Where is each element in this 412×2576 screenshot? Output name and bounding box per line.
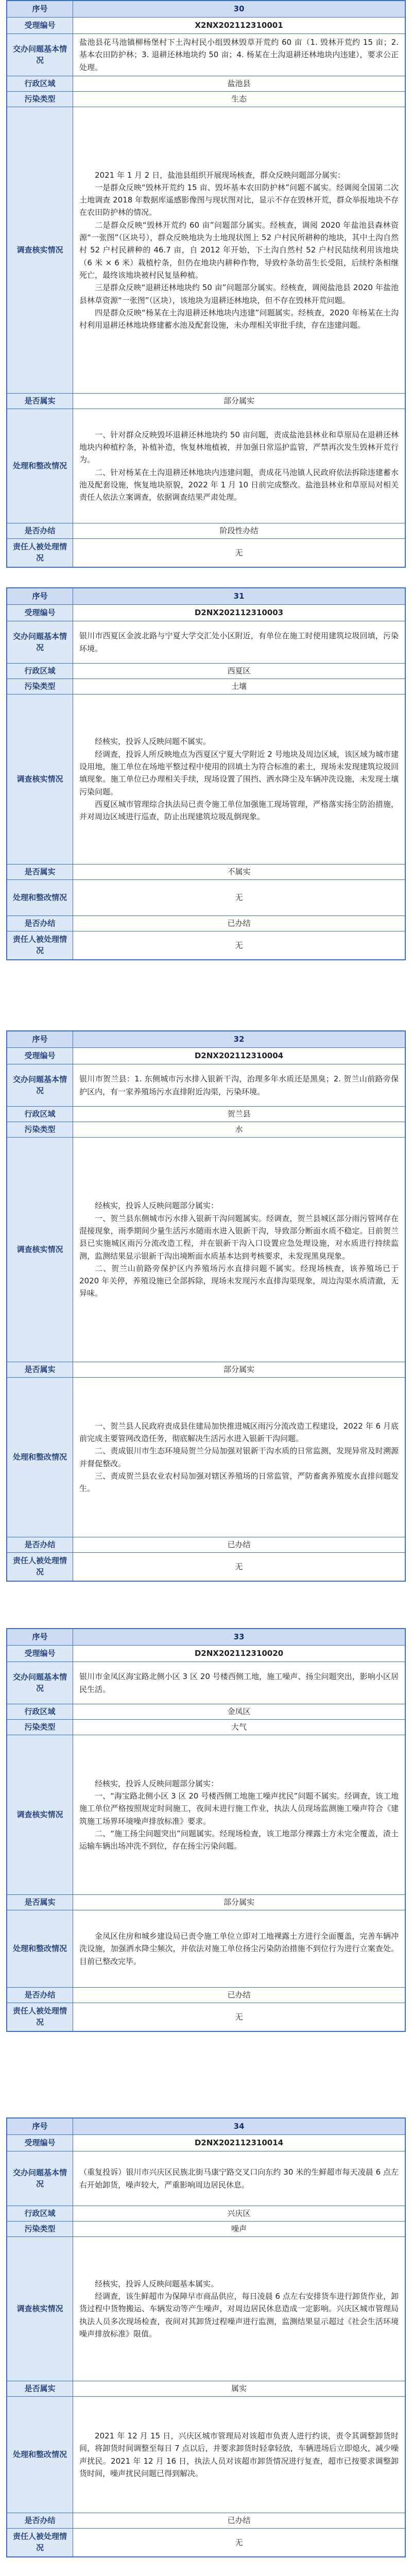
verified-value: 部分属实 — [223, 1365, 254, 1375]
closed-row — [7, 916, 405, 931]
pollution-label: 污染类型 — [7, 92, 73, 107]
issue-label: 交办问题基本情况 — [7, 2151, 73, 2206]
findings-row — [7, 1138, 405, 1362]
issue-text: 银川市金凤区海宝路北侧小区 3 区 20 号楼西侧工地，施工噪声、扬尘问题突出，影响小区居民生活。 — [79, 1672, 399, 1694]
verified-value: 部分属实 — [223, 396, 254, 406]
closed-label: 是否办结 — [7, 916, 73, 931]
id-label: 受理编号 — [7, 2135, 73, 2151]
findings-paragraph: 经核实，投诉人反映问题部分属实： — [95, 1201, 219, 1211]
findings-paragraph: 经调查，投诉人所反映地点为西夏区宁夏大学附近 2 号地块及周边区域，该区域为城市建设用地，施工单位在场地平整过程中使用的回填土为符合标准的素土，现场未发现建筑垃圾回填现象。施工单位已办理相关手续，现场设置了围挡、洒水降尘及车辆冲洗设施，未发现土壤污染问题。 — [79, 749, 399, 796]
findings-paragraph: 经核实，投诉人反映问题部分属实： — [95, 1778, 219, 1788]
verified-row — [7, 1895, 405, 1910]
issue-row — [7, 621, 405, 664]
region-value: 贺兰县 — [227, 1109, 251, 1119]
closed-row — [7, 2513, 405, 2529]
handling-row — [7, 2397, 405, 2513]
handling-paragraph: 一、针对群众反映毁坏退耕还林地块约 50 亩问题，责成盐池县林业和草原局在退耕还林地块内种植柠条，补植补造，恢复林地植被，并加强日常巡护监管，严禁再次发生毁林开荒行为。 — [79, 430, 399, 465]
issue-row — [7, 34, 405, 76]
issue-label: 交办问题基本情况 — [7, 621, 73, 663]
handling-row — [7, 1378, 405, 1537]
region-value: 盐池县 — [227, 79, 251, 89]
pollution-value: 大气 — [231, 1722, 247, 1732]
seq-label: 序号 — [7, 588, 73, 604]
verified-row — [7, 1362, 405, 1378]
findings-text — [73, 2237, 405, 2381]
findings-text — [73, 1735, 405, 1894]
id-row — [7, 605, 405, 621]
pollution-label: 污染类型 — [7, 1122, 73, 1137]
handling-text — [73, 409, 405, 523]
region-value: 金凤区 — [227, 1707, 251, 1717]
region-label: 行政区域 — [7, 1704, 73, 1719]
issue-text: 银川市西夏区金波北路与宁夏大学交汇处小区附近，有单位在施工时使用建筑垃圾回填，污染环境。 — [79, 631, 399, 653]
accountable-label: 责任人被处理情况 — [7, 931, 73, 959]
accountable-value: 无 — [235, 940, 243, 950]
record-card — [6, 0, 406, 568]
record-seq-row — [7, 588, 405, 605]
issue-text: （重复投诉）银川市兴庆区民族北街马康宁路交叉口向东约 30 米的生鲜超市每天凌晨 6 点左右开始卸货，噪声较大，严重影响周边居民休息。 — [79, 2167, 399, 2190]
seq-label: 序号 — [7, 1031, 73, 1047]
issue-row — [7, 1064, 405, 1107]
findings-row — [7, 2237, 405, 2381]
accountable-value: 无 — [235, 2012, 243, 2022]
accountable-label: 责任人被处理情况 — [7, 2529, 73, 2556]
findings-row — [7, 1735, 405, 1895]
seq-value: 30 — [73, 1, 405, 17]
pollution-value: 噪声 — [231, 2224, 247, 2234]
accountable-row — [7, 1553, 405, 1581]
closed-label: 是否办结 — [7, 523, 73, 538]
region-value: 兴庆区 — [227, 2209, 251, 2218]
id-row — [7, 2135, 405, 2151]
findings-paragraph: 一、“海宝路北侧小区 3 区 20 号楼西侧工地施工噪声扰民”问题不属实。经调查，该工地施工单位严格按照规定时间施工，夜间未进行施工作业，执法人员现场监测施工噪声符合《建筑施工场界环境噪声排放标准》要求。 — [79, 1791, 399, 1826]
seq-label: 序号 — [7, 2119, 73, 2134]
verified-value: 不属实 — [227, 867, 251, 877]
seq-label: 序号 — [7, 1, 73, 17]
pollution-row — [7, 2222, 405, 2237]
seq-label: 序号 — [7, 1629, 73, 1645]
verified-value: 部分属实 — [223, 1897, 254, 1907]
issue-label: 交办问题基本情况 — [7, 1064, 73, 1106]
record-card — [6, 587, 406, 960]
handling-text: 无 — [235, 893, 243, 903]
handling-paragraph: 一、贺兰县人民政府责成县住建局加快推进城区雨污分流改造工程建设，2022 年 6 月底前完成主要管网改造任务，彻底解决生活污水进入银新干沟问题。 — [79, 1421, 399, 1443]
issue-label: 交办问题基本情况 — [7, 1662, 73, 1704]
region-label: 行政区域 — [7, 1107, 73, 1122]
region-row — [7, 664, 405, 679]
accountable-value: 无 — [235, 1562, 243, 1571]
accountable-label: 责任人被处理情况 — [7, 539, 73, 567]
accountable-value: 无 — [235, 2537, 243, 2547]
record-card — [6, 1628, 406, 2032]
accountable-row — [7, 931, 405, 959]
closed-label: 是否办结 — [7, 1988, 73, 2003]
closed-row — [7, 523, 405, 539]
closed-value: 已办结 — [227, 2516, 251, 2526]
id-label: 受理编号 — [7, 1646, 73, 1662]
pollution-value: 水 — [235, 1125, 243, 1134]
closed-row — [7, 1537, 405, 1553]
pollution-row — [7, 92, 405, 107]
id-label: 受理编号 — [7, 18, 73, 33]
handling-row — [7, 880, 405, 916]
findings-paragraph: 西夏区城市管理综合执法局已责令施工单位加强施工现场管理，严格落实扬尘防治措施，并对周边区域进行巡查，防止出现建筑垃圾乱倒现象。 — [79, 799, 399, 822]
handling-text — [73, 1378, 405, 1537]
handling-row — [7, 1910, 405, 1988]
findings-text — [73, 694, 405, 864]
findings-label: 调查核实情况 — [7, 1138, 73, 1362]
findings-row — [7, 107, 405, 394]
findings-label: 调查核实情况 — [7, 107, 73, 393]
issue-text: 银川市贺兰县：1. 东侧城市污水排入银新干沟，治理多年水质还是黑臭；2. 贺兰山前路旁保护区内，有一家养殖场污水直排附近沟渠，污染环境。 — [79, 1074, 399, 1096]
findings-paragraph: 二是群众反映“毁林开荒约 60 亩”问题部分属实。经核查，调阅 2020 年盐池县森林资源“一张图”（区块号），群众反映地块为土地现状图上 52 户村民所耕种的地块，其中土沟自然村 52 户村民耕种的 46.7 亩，自 2012 年开始，下土沟自然村 52 户村民陆续利用该地块（6 米 × 6 米）栽植柠条，但仍在地块内耕种作物，导致柠条幼苗生长受阻，后续柠条相继死亡，最终该地块被村民复垦种植。 — [79, 220, 399, 280]
findings-paragraph: 二、贺兰山前路旁保护区内养殖场污水直排问题不属实。经现场核查，该养殖场已于 2020 年关停，养殖设施已全部拆除，现场未发现污水直排沟渠现象，周边沟渠水质清澈，无异味。 — [79, 1263, 399, 1298]
findings-paragraph: 一是群众反映“毁林开荒约 15 亩、毁坏基本农田防护林”问题不属实。经调阅全国第二次土地调查 2018 年数据库遥感影像图与现状图对比，显示不存在毁林开荒，群众举报地块不存在农田防护林的情况。 — [79, 182, 399, 217]
seq-value: 33 — [73, 1629, 405, 1645]
id-label: 受理编号 — [7, 1048, 73, 1064]
id-value: D2NX202112310020 — [194, 1649, 284, 1658]
region-label: 行政区域 — [7, 664, 73, 679]
id-value: D2NX202112310004 — [194, 1051, 284, 1061]
closed-value: 已办结 — [227, 1540, 251, 1550]
record-seq-row — [7, 1629, 405, 1646]
verified-row — [7, 2381, 405, 2397]
region-label: 行政区域 — [7, 2206, 73, 2221]
handling-paragraph: 金凤区住房和城乡建设局已责令施工单位立即对工地裸露土方进行全面覆盖，完善车辆冲洗设施，加强洒水降尘频次，并依法对施工单位扬尘污染防治措施不到位行为进行立案查处。目前已整改完毕。 — [79, 1931, 399, 1966]
id-value: X2NX202112310001 — [195, 21, 283, 30]
handling-text — [73, 1910, 405, 1987]
seq-value: 32 — [73, 1031, 405, 1047]
id-row — [7, 1646, 405, 1662]
issue-row — [7, 1662, 405, 1704]
closed-label: 是否办结 — [7, 2513, 73, 2528]
id-value: D2NX202112310014 — [194, 2138, 284, 2148]
seq-value: 31 — [73, 588, 405, 604]
findings-label: 调查核实情况 — [7, 2237, 73, 2381]
findings-paragraph: 三是群众反映“退耕还林地块约 50 亩”问题部分属实。经核查，调阅盐池县 2020 年盐池县林草资源“一张图”（区块），该地块为退耕还林地块，但不存在毁林开荒问题。 — [79, 283, 399, 305]
findings-paragraph: 四是群众反映“杨某在土沟退耕还林地块内违建”问题属实。经核查，2020 年杨某在土沟村利用退耕还林地块修建蓄水池及配套设施，未办理相关审批手续，存在违建问题。 — [79, 308, 399, 330]
accountable-row — [7, 2529, 405, 2556]
id-value: D2NX202112310003 — [194, 608, 284, 618]
handling-paragraph: 三、责成贺兰县农业农村局加强对辖区养殖场的日常监管，严防畜禽养殖废水直排问题发生。 — [79, 1471, 399, 1494]
id-label: 受理编号 — [7, 605, 73, 621]
verified-row — [7, 394, 405, 409]
verified-label: 是否属实 — [7, 865, 73, 879]
region-row — [7, 2206, 405, 2222]
record-seq-row — [7, 1031, 405, 1048]
findings-text — [73, 107, 405, 393]
findings-row — [7, 694, 405, 865]
verified-label: 是否属实 — [7, 394, 73, 409]
findings-paragraph: 2021 年 1 月 2 日，盐池县组织开展现场核查，群众反映问题部分属实： — [95, 170, 346, 180]
findings-paragraph: 经核实，投诉人反映问题基本属实。 — [95, 2279, 219, 2289]
findings-paragraph: 经核实，投诉人反映问题不属实。 — [95, 737, 211, 747]
accountable-row — [7, 539, 405, 567]
handling-row — [7, 409, 405, 523]
findings-paragraph: 二、“施工扬尘问题突出”问题属实。经现场检查，该工地部分裸露土方未完全覆盖，渣土运输车辆出场冲洗不到位，存在扬尘污染问题。 — [79, 1828, 399, 1851]
findings-label: 调查核实情况 — [7, 694, 73, 864]
verified-label: 是否属实 — [7, 2381, 73, 2396]
verified-label: 是否属实 — [7, 1895, 73, 1910]
region-row — [7, 1107, 405, 1122]
accountable-row — [7, 2003, 405, 2031]
record-seq-row — [7, 2119, 405, 2135]
handling-label: 处理和整改情况 — [7, 1910, 73, 1987]
findings-label: 调查核实情况 — [7, 1735, 73, 1894]
accountable-label: 责任人被处理情况 — [7, 1553, 73, 1581]
handling-label: 处理和整改情况 — [7, 1378, 73, 1537]
issue-row — [7, 2151, 405, 2206]
id-row — [7, 18, 405, 34]
region-row — [7, 76, 405, 92]
findings-text — [73, 1138, 405, 1362]
handling-paragraph: 二、针对杨某在土沟退耕还林地块内违建问题，责成花马池镇人民政府依法拆除违建蓄水池及配套设施，恢复地块原貌，2022 年 1 月 10 日前完成整改。盐池县林业和草原局对相关责任人依法立案调查，依据调查结果严肃处理。 — [79, 467, 399, 502]
closed-value: 阶段性办结 — [219, 526, 259, 536]
closed-label: 是否办结 — [7, 1537, 73, 1552]
closed-value: 已办结 — [227, 1990, 251, 2000]
accountable-value: 无 — [235, 548, 243, 557]
issue-label: 交办问题基本情况 — [7, 34, 73, 76]
pollution-row — [7, 1122, 405, 1138]
id-row — [7, 1048, 405, 1064]
handling-paragraph: 二、责成银川市生态环境局贺兰分局加强对银新干沟水质的日常监测，发现异常及时溯源并督促整改。 — [79, 1446, 399, 1468]
verified-label: 是否属实 — [7, 1362, 73, 1377]
closed-row — [7, 1988, 405, 2003]
handling-text — [73, 2397, 405, 2513]
pollution-value: 生态 — [231, 94, 247, 104]
region-value: 西夏区 — [227, 666, 251, 676]
record-card — [6, 2117, 406, 2557]
findings-paragraph: 经调查，该生鲜超市为保障早市商品供应，每日凌晨 6 点左右安排货车进行卸货作业，卸货过程中货物搬运、车辆发动等产生噪声，对周边居民休息造成一定影响。兴庆区城市管理局执法人员多次现场检查，夜间对其卸货过程噪声进行监测，监测结果显示超过《社会生活环境噪声排放标准》限值。 — [79, 2292, 399, 2338]
record-card — [6, 1030, 406, 1582]
pollution-row — [7, 679, 405, 694]
issue-text: 盐池县花马池镇柳杨堡村下土沟村民小组毁林毁草开荒约 60 亩（1. 毁林开荒约 15 亩；2. 基本农田防护林；3. 退耕还林地块约 50 亩；4. 杨某在土沟退耕还林地块内违建），要求公正处理。 — [79, 38, 399, 72]
region-label: 行政区域 — [7, 76, 73, 91]
pollution-label: 污染类型 — [7, 2222, 73, 2236]
handling-paragraph: 2021 年 12 月 15 日，兴庆区城市管理局对该超市负责人进行约谈，责令其调整卸货时间，将卸货时间调整至每日 7 点以后，并要求卸货时轻拿轻放，车辆进场后立即熄火，减少噪声扰民。2021 年 12 月 16 日，执法人员对该超市卸货情况进行复查，超市已按要求调整卸货时间，噪声扰民问题已得到解决。 — [79, 2431, 399, 2478]
pollution-value: 土壤 — [231, 682, 247, 691]
seq-value: 34 — [73, 2119, 405, 2134]
findings-paragraph: 一、贺兰县东侧城市污水排入银新干沟问题属实。经调查，贺兰县城区部分雨污管网存在混接现象，雨季期间少量生活污水随雨水进入银新干沟，导致部分断面水质不稳定。目前贺兰县已实施城区雨污分流改造工程，并在银新干沟入口设置应急处理设施，对水质进行持续监测，监测结果显示银新干沟出境断面水质基本达到考核要求，未发现黑臭现象。 — [79, 1213, 399, 1261]
record-seq-row — [7, 1, 405, 18]
pollution-label: 污染类型 — [7, 1720, 73, 1735]
handling-label: 处理和整改情况 — [7, 409, 73, 523]
closed-value: 已办结 — [227, 919, 251, 928]
pollution-row — [7, 1720, 405, 1735]
handling-label: 处理和整改情况 — [7, 880, 73, 916]
verified-value: 属实 — [231, 2384, 247, 2394]
pollution-label: 污染类型 — [7, 679, 73, 694]
verified-row — [7, 865, 405, 880]
handling-label: 处理和整改情况 — [7, 2397, 73, 2513]
region-row — [7, 1704, 405, 1720]
accountable-label: 责任人被处理情况 — [7, 2003, 73, 2031]
